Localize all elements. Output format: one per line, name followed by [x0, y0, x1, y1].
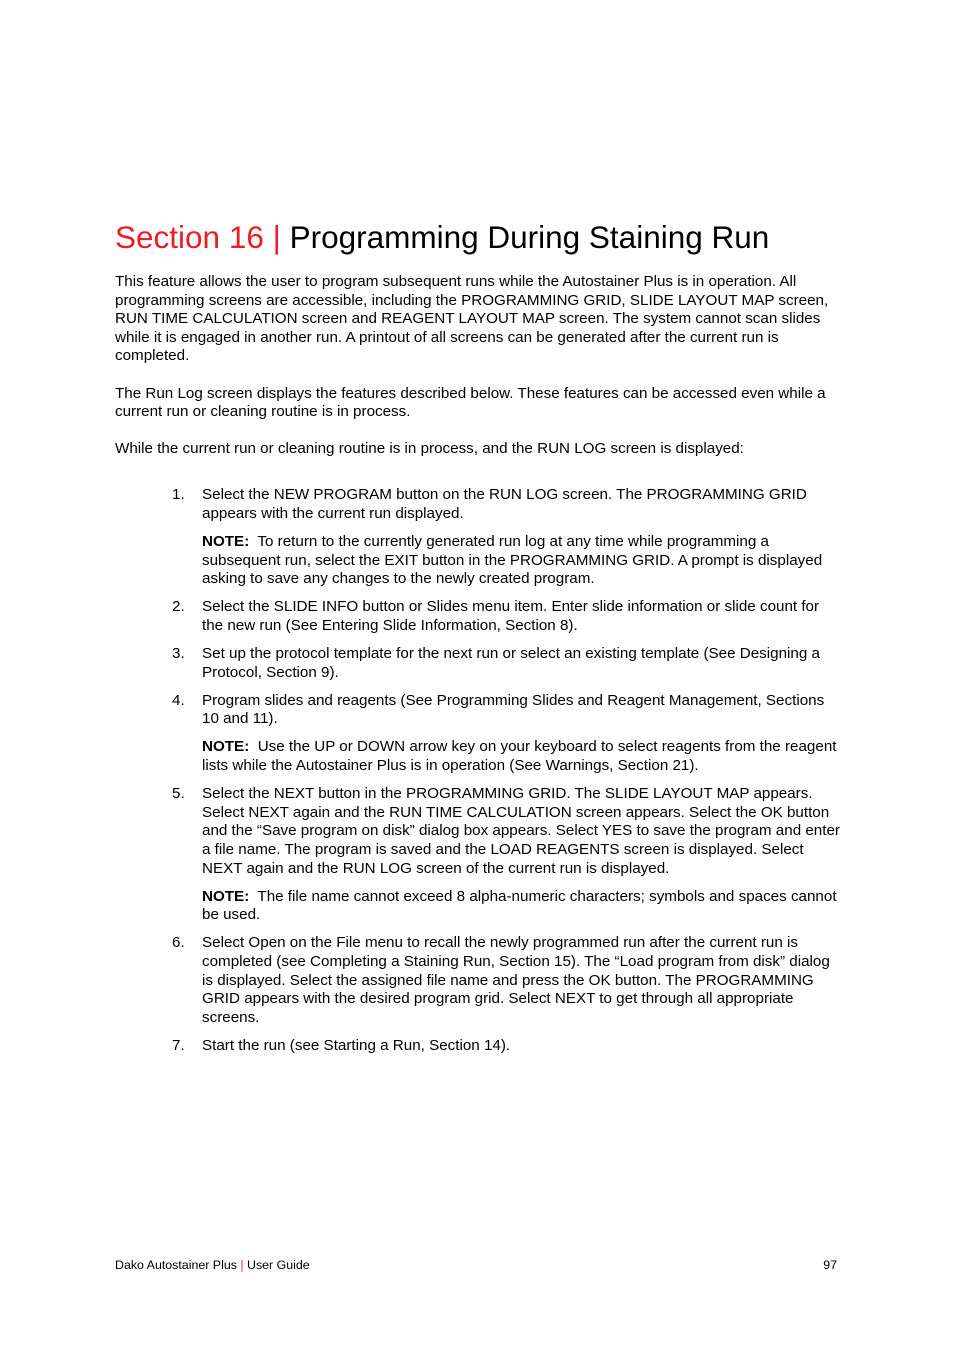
note-label: NOTE: [202, 533, 250, 551]
step-text: Select Open on the File menu to recall the newly programmed run after the current run is completed (see Completing a Staining Run, Section 15). The “Load program from disk” dialog is displayed. Select the assigned file name and press the OK button. The PROGRAMMING GRID appears with the desired program grid. Select NEXT to get through all appropriate screens. [202, 934, 830, 1026]
note-label: NOTE: [202, 738, 250, 756]
list-item [115, 934, 841, 1027]
footer-product: Dako Autostainer Plus [115, 1258, 241, 1272]
step-note [202, 738, 841, 775]
list-item [115, 598, 841, 635]
list-item [115, 1037, 841, 1056]
step-text: Start the run (see Starting a Run, Section 14). [202, 1036, 511, 1054]
note-text: The file name cannot exceed 8 alpha-numeric characters; symbols and spaces cannot be used. [202, 887, 841, 924]
page-number: 97 [823, 1258, 837, 1272]
intro-paragraph-3: While the current run or cleaning routine is in process, and the RUN LOG screen is displayed: [115, 440, 744, 458]
note-text: Use the UP or DOWN arrow key on your keyboard to select reagents from the reagent lists while the Autostainer Plus is in operation (See Warnings, Section 21). [202, 738, 841, 775]
body-text [115, 273, 841, 1065]
step-number: 1. [172, 486, 185, 504]
step-text: Set up the protocol template for the next run or select an existing template (See Designing a Protocol, Section 9). [202, 645, 820, 681]
list-item [115, 645, 841, 682]
step-note [202, 888, 841, 925]
note-label: NOTE: [202, 887, 250, 905]
footer-title [115, 1257, 310, 1273]
step-number: 2. [172, 598, 185, 616]
step-number: 7. [172, 1036, 185, 1054]
step-number: 6. [172, 934, 185, 952]
step-number: 4. [172, 691, 185, 709]
intro-paragraph-1: This feature allows the user to program subsequent runs while the Autostainer Plus is in operation. All programming screens are accessible, including the PROGRAMMING GRID, SLIDE LAYOUT MAP screen, RUN TIME CALCULATION screen and REAGENT LAYOUT MAP screen. The system cannot scan slides while it is engaged in another run. A printout of all screens can be generated after the current run is completed. [115, 273, 829, 365]
step-text: Select the SLIDE INFO button or Slides menu item. Enter slide information or slide count for the new run (See Entering Slide Information, Section 8). [202, 598, 820, 634]
list-item [115, 486, 841, 588]
section-number: Section 16 | [115, 219, 281, 255]
step-number: 5. [172, 785, 185, 803]
note-text: To return to the currently generated run log at any time while programming a subsequent run, select the EXIT button in the PROGRAMMING GRID. A prompt is displayed asking to save any changes to the newly created program. [202, 533, 827, 588]
section-heading [115, 216, 769, 258]
list-item [115, 785, 841, 925]
list-item [115, 692, 841, 776]
step-number: 3. [172, 645, 185, 663]
section-title: Programming During Staining Run [289, 219, 770, 255]
step-text: Program slides and reagents (See Programming Slides and Reagent Management, Sections 10 and 11). [202, 691, 825, 728]
step-note [202, 533, 841, 589]
footer-guide: User Guide [243, 1258, 310, 1272]
steps-list [115, 486, 841, 1055]
intro-paragraph-2: The Run Log screen displays the features described below. These features can be accessed even while a current run or cleaning routine is in process. [115, 384, 826, 421]
footer-separator: | [240, 1258, 244, 1272]
step-text: Select the NEXT button in the PROGRAMMING GRID. The SLIDE LAYOUT MAP appears. Select NEXT again and the RUN TIME CALCULATION screen appears. Select the OK button and the “Save program on disk” dialog box appears. Select YES to save the program and enter a file name. The program is saved and the LOAD REAGENTS screen is displayed. Select NEXT again and the RUN LOG screen of the current run is displayed. [202, 785, 840, 877]
step-text: Select the NEW PROGRAM button on the RUN LOG screen. The PROGRAMMING GRID appears with the current run displayed. [202, 486, 807, 523]
